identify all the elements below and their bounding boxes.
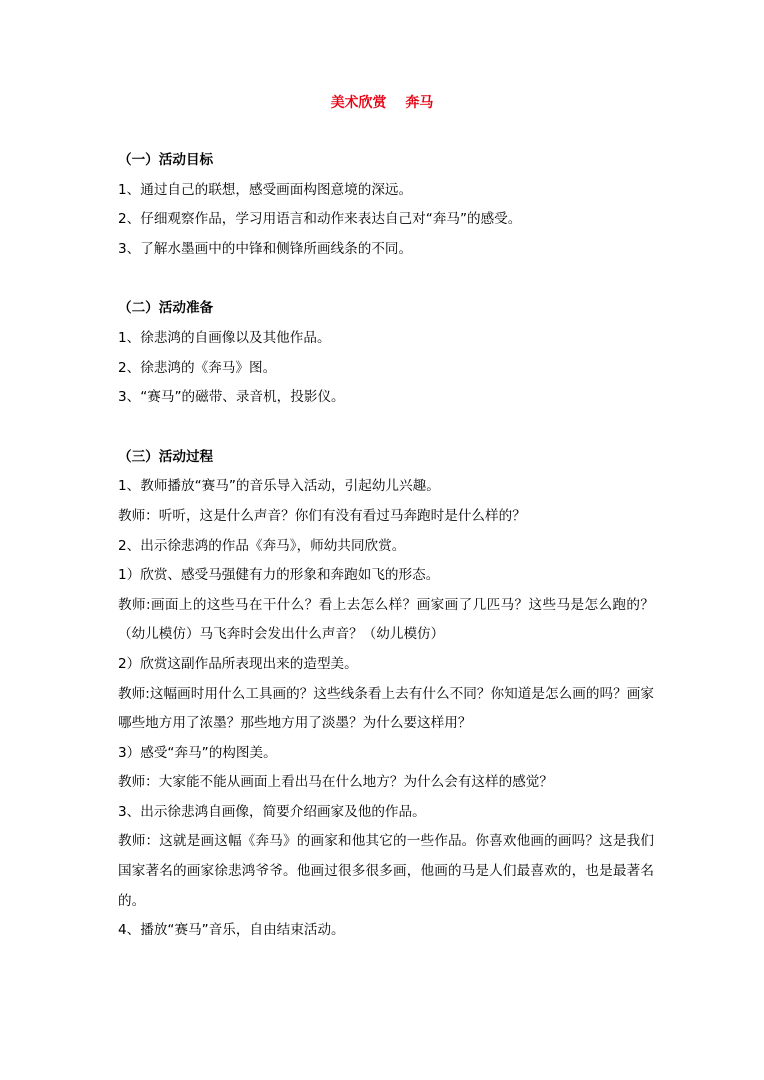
paragraph: 3、“赛马”的磁带、录音机，投影仪。 bbox=[118, 389, 345, 406]
paragraph: 3、出示徐悲鸿自画像，简要介绍画家及他的作品。 bbox=[118, 803, 426, 820]
paragraph: 3）感受“奔马”的构图美。 bbox=[118, 744, 277, 761]
section-heading: （二）活动准备 bbox=[118, 300, 214, 317]
section-heading: （一）活动目标 bbox=[118, 152, 214, 168]
paragraph: 教师：听听，这是什么声音？你们有没有看过马奔跑时是什么样的？ bbox=[118, 507, 526, 524]
paragraph: 2、徐悲鸿的《奔马》图。 bbox=[118, 359, 277, 376]
paragraph: 教师：大家能不能从画面上看出马在什么地方？为什么会有这样的感觉？ bbox=[118, 774, 553, 791]
paragraph: 2）欣赏这副作品所表现出来的造型美。 bbox=[118, 655, 358, 672]
document-body bbox=[118, 146, 654, 946]
section-preparation bbox=[118, 294, 654, 412]
paragraph: 1、通过自己的联想，感受画面构图意境的深远。 bbox=[118, 181, 413, 198]
paragraph: 3、了解水墨画中的中锋和侧锋所画线条的不同。 bbox=[118, 240, 413, 257]
section-gap bbox=[118, 264, 654, 294]
paragraph: 教师:画面上的这些马在干什么？看上去怎么样？画家画了几匹马？这些马是怎么跑的？（幼儿模仿）马飞奔时会发出什么声音？（幼儿模仿） bbox=[118, 596, 654, 643]
paragraph: 2、出示徐悲鸿的作品《奔马》，师幼共同欣赏。 bbox=[118, 537, 406, 554]
section-goals bbox=[118, 146, 654, 264]
paragraph: 1、教师播放“赛马”的音乐导入活动，引起幼儿兴趣。 bbox=[118, 478, 440, 495]
section-process bbox=[118, 443, 654, 946]
paragraph: 教师:这幅画时用什么工具画的？这些线条看上去有什么不同？你知道是怎么画的吗？画家哪些地方用了浓墨？那些地方用了淡墨？为什么要这样用？ bbox=[118, 685, 654, 732]
paragraph: 教师：这就是画这幅《奔马》的画家和他其它的一些作品。你喜欢他画的画吗？这是我们国家著名的画家徐悲鸿爷爷。他画过很多很多画，他画的马是人们最喜欢的，也是最著名的。 bbox=[118, 833, 654, 909]
section-gap bbox=[118, 413, 654, 443]
paragraph: 2、仔细观察作品，学习用语言和动作来表达自己对“奔马”的感受。 bbox=[118, 211, 522, 228]
paragraph: 4、播放“赛马”音乐，自由结束活动。 bbox=[118, 922, 345, 939]
paragraph: 1、徐悲鸿的自画像以及其他作品。 bbox=[118, 329, 331, 346]
section-heading: （三）活动过程 bbox=[118, 448, 214, 465]
document-title: 美术欣赏 奔马 bbox=[330, 95, 434, 111]
paragraph: 1）欣赏、感受马强健有力的形象和奔跑如飞的形态。 bbox=[118, 567, 440, 584]
